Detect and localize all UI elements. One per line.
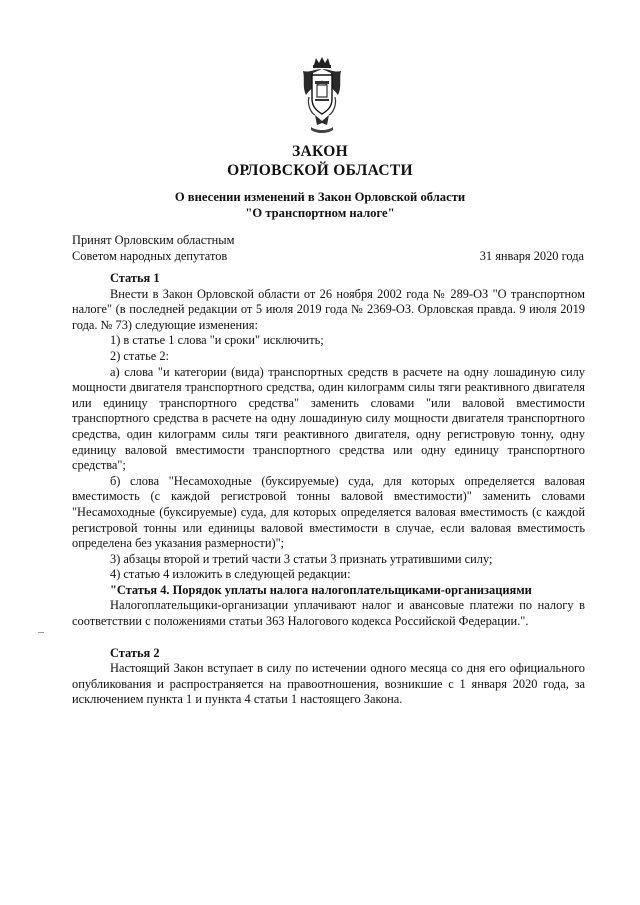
article1-heading: Статья 1 [110, 271, 160, 285]
article1-paragraph: б) слова "Несамоходные (буксируемые) суда, для которых определяется валовая вместимость (с каждой регистровой тонны валовой вместимости)" заменить словами "Несамоходные (буксируемые) суда, для которых определяется валовая вместимость (с каждой регистровой тонны или единицы валовой вместимости в случае, если валовая вместимость определена без указания размерности)"; [72, 473, 585, 551]
adoption-line2: Советом народных депутатов [72, 249, 228, 263]
quoted-article4-text: Налогоплательщики-организации уплачивают налог и авансовые платежи по налогу в соответствии с положениями статьи 363 Налогового кодекса Российской Федерации.". [72, 598, 585, 629]
coat-of-arms-icon [297, 55, 347, 135]
adoption-line1: Принят Орловским областным [72, 233, 235, 247]
article2-heading: Статья 2 [110, 645, 160, 660]
adoption-date: 31 января 2020 года [479, 249, 584, 263]
law-title: ЗАКОН [292, 143, 348, 160]
article1-paragraph: а) слова "и категории (вида) транспортных средств в расчете на одну лошадиную силу мощности двигателя транспортного средства, один килограмм силы тяги реактивного двигателя или единицу транспортного средства" заменить словами "или валовой вместимости транспортного средства в расчете на одну лошадиную силу мощности двигателя транспортного средства, один килограмм силы тяги реактивного двигателя, одну регистровую тонну, одну единицу валовой вместимости транспортного средства или одну единицу транспортного средства"; [72, 364, 585, 473]
article2-text: Настоящий Закон вступает в силу по истечении одного месяца со дня его официального опубликования и распространяется на правоотношения, возникшие с 1 января 2020 года, за исключением пункта 1 и пункта 4 статьи 1 настоящего Закона. [72, 661, 585, 707]
article1-paragraph: 1) в статье 1 слова "и сроки" исключить; [110, 333, 324, 348]
quoted-article4-heading: "Статья 4. Порядок уплаты налога налогоплательщиками-организациями [110, 582, 532, 597]
law-body [72, 271, 585, 708]
margin-mark [38, 632, 44, 633]
article1-paragraph: 3) абзацы второй и третий части 3 статьи 3 признать утратившими силу; [110, 551, 493, 566]
article1-paragraph: 2) статье 2: [110, 348, 169, 363]
region-title: ОРЛОВСКОЙ ОБЛАСТИ [227, 162, 413, 179]
article1-paragraph: 4) статью 4 изложить в следующей редакции: [110, 567, 351, 582]
law-subtitle-line2: "О транспортном налоге" [245, 206, 395, 220]
law-subtitle-line1: О внесении изменений в Закон Орловской области [174, 190, 466, 204]
article1-paragraph: Внести в Закон Орловской области от 26 ноября 2002 года № 289-ОЗ "О транспортном налоге" (в последней редакции от 5 июля 2019 года № 2369-ОЗ. Орловская правда. 9 июля 2019 года. № 73) следующие изменения: [72, 286, 585, 332]
